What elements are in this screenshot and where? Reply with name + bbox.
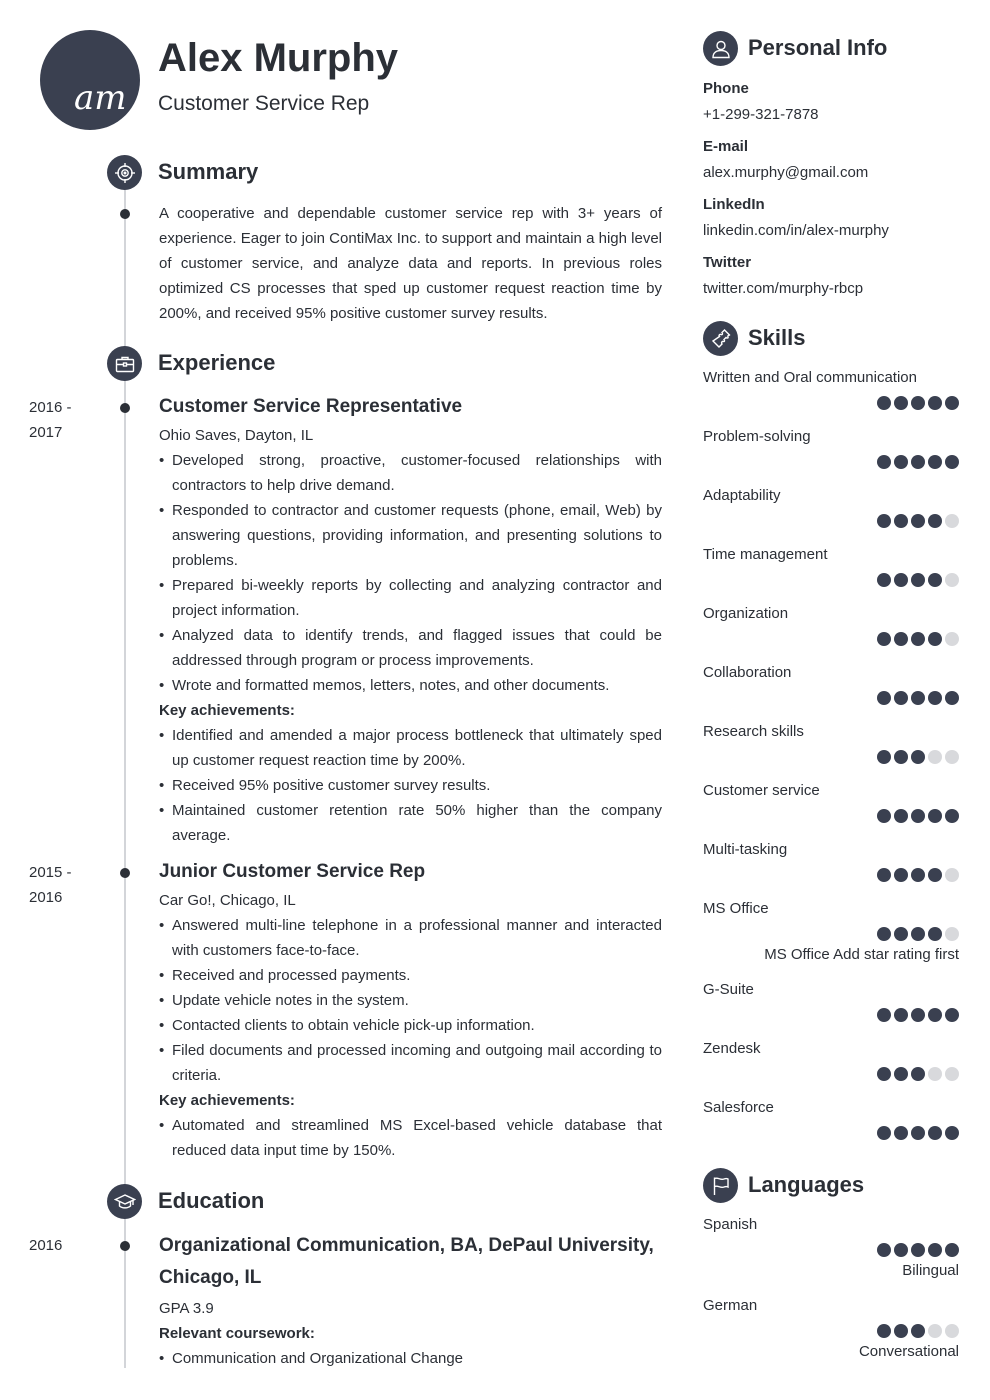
rating-dot-filled	[894, 809, 908, 823]
list-item: • Answered multi-line telephone in a professional manner and interacted with customers face-to-face.	[159, 913, 662, 963]
list-item: • Analyzed data to identify trends, and flagged issues that could be addressed through program or process improvements.	[159, 623, 662, 673]
skill-name: Time management	[703, 546, 828, 563]
language-level: Bilingual	[902, 1262, 959, 1279]
job-date-start: 2015 -	[29, 864, 72, 881]
rating-dot-filled	[911, 691, 925, 705]
rating-dot-filled	[911, 809, 925, 823]
rating-dot-empty	[928, 750, 942, 764]
rating-dot-filled	[877, 396, 891, 410]
skill-rating	[703, 573, 959, 587]
skill-name: Research skills	[703, 723, 804, 740]
skill-rating	[703, 1067, 959, 1081]
skill-rating	[703, 396, 959, 410]
achievements-label: Key achievements:	[159, 1092, 295, 1109]
skill-name: Collaboration	[703, 664, 792, 681]
skill-item	[703, 427, 959, 469]
rating-dot-filled	[911, 1243, 925, 1257]
rating-dot-empty	[945, 514, 959, 528]
coursework-label: Relevant coursework:	[159, 1325, 315, 1342]
avatar-initials: am	[74, 78, 127, 118]
gpa: GPA 3.9	[159, 1300, 214, 1317]
twitter-value[interactable]: twitter.com/murphy-rbcp	[703, 280, 864, 297]
rating-dot-filled	[894, 1008, 908, 1022]
skill-rating	[703, 927, 959, 941]
coursework-list	[159, 1346, 662, 1371]
skill-rating	[703, 809, 959, 823]
rating-dot-filled	[911, 750, 925, 764]
info-label: E-mail	[703, 138, 749, 155]
skill-item	[703, 1098, 959, 1140]
rating-dot-filled	[928, 1008, 942, 1022]
list-item: • Received and processed payments.	[159, 963, 662, 988]
language-item	[703, 1296, 959, 1362]
timeline-dot	[120, 1241, 130, 1251]
rating-dot-filled	[928, 573, 942, 587]
rating-dot-filled	[928, 514, 942, 528]
skill-item	[703, 781, 959, 823]
skill-name: G-Suite	[703, 981, 754, 998]
education-entry	[159, 1230, 662, 1371]
job-title: Customer Service Representative	[159, 396, 463, 417]
rating-dot-filled	[928, 1126, 942, 1140]
list-item: • Update vehicle notes in the system.	[159, 988, 662, 1013]
rating-dot-filled	[894, 691, 908, 705]
skill-item	[703, 840, 959, 882]
skill-name: Zendesk	[703, 1040, 761, 1057]
info-label: LinkedIn	[703, 196, 765, 213]
rating-dot-filled	[911, 1126, 925, 1140]
phone-value[interactable]: +1-299-321-7878	[703, 106, 819, 123]
rating-dot-filled	[928, 868, 942, 882]
rating-dot-filled	[911, 573, 925, 587]
languages-heading: Languages	[748, 1172, 865, 1197]
language-rating	[703, 1324, 959, 1338]
list-item: • Contacted clients to obtain vehicle pick-up information.	[159, 1013, 662, 1038]
rating-dot-filled	[911, 868, 925, 882]
job-achievements	[159, 1113, 662, 1163]
experience-heading: Experience	[158, 350, 276, 375]
list-item: • Received 95% positive customer survey results.	[159, 773, 662, 798]
rating-dot-filled	[877, 573, 891, 587]
target-icon	[107, 155, 142, 190]
skill-item	[703, 663, 959, 705]
skill-rating	[703, 868, 959, 882]
skill-rating	[703, 514, 959, 528]
job-title: Junior Customer Service Rep	[159, 861, 426, 882]
rating-dot-filled	[894, 573, 908, 587]
rating-dot-filled	[911, 396, 925, 410]
candidate-name: Alex Murphy	[158, 36, 399, 80]
rating-dot-empty	[945, 750, 959, 764]
skill-name: Organization	[703, 605, 789, 622]
briefcase-icon	[107, 346, 142, 381]
skill-name: Written and Oral communication	[703, 369, 917, 386]
rating-dot-empty	[945, 868, 959, 882]
rating-dot-empty	[945, 573, 959, 587]
rating-dot-filled	[911, 927, 925, 941]
rating-dot-filled	[894, 1324, 908, 1338]
rating-dot-filled	[945, 1008, 959, 1022]
language-rating	[703, 1243, 959, 1257]
rating-dot-filled	[877, 868, 891, 882]
skill-item	[703, 368, 959, 410]
job-company: Car Go!, Chicago, IL	[159, 892, 296, 909]
rating-dot-filled	[945, 691, 959, 705]
skill-rating	[703, 1008, 959, 1022]
rating-dot-filled	[911, 1008, 925, 1022]
rating-dot-filled	[928, 396, 942, 410]
skill-rating	[703, 691, 959, 705]
info-twitter	[703, 253, 959, 311]
rating-dot-filled	[894, 455, 908, 469]
skill-item	[703, 604, 959, 646]
rating-dot-filled	[877, 1008, 891, 1022]
rating-dot-filled	[877, 1067, 891, 1081]
rating-dot-filled	[877, 1324, 891, 1338]
job-entry	[159, 393, 662, 848]
rating-dot-filled	[877, 455, 891, 469]
skills-heading: Skills	[748, 325, 806, 350]
rating-dot-filled	[911, 514, 925, 528]
skill-item	[703, 486, 959, 528]
rating-dot-filled	[928, 455, 942, 469]
degree-title: Organizational Communication, BA, DePaul University, Chicago, IL	[159, 1235, 654, 1288]
language-name: Spanish	[703, 1216, 758, 1233]
skill-rating	[703, 632, 959, 646]
candidate-title: Customer Service Rep	[158, 92, 370, 115]
rating-dot-filled	[945, 809, 959, 823]
rating-dot-filled	[894, 1126, 908, 1140]
skill-note: MS Office Add star rating first	[764, 946, 959, 963]
rating-dot-filled	[945, 1243, 959, 1257]
language-level: Conversational	[858, 1343, 959, 1360]
education-date: 2016	[29, 1237, 63, 1254]
list-item: • Automated and streamlined MS Excel-based vehicle database that reduced data input time by 150%.	[159, 1113, 662, 1163]
rating-dot-filled	[877, 632, 891, 646]
rating-dot-filled	[945, 1126, 959, 1140]
list-item: • Responded to contractor and customer requests (phone, email, Web) by answering questions, providing information, and presenting solutions to problems.	[159, 498, 662, 573]
skill-name: Adaptability	[703, 487, 781, 504]
rating-dot-empty	[928, 1324, 942, 1338]
rating-dot-filled	[928, 809, 942, 823]
job-entry	[159, 858, 662, 1163]
job-date-end: 2017	[29, 424, 63, 441]
personal-info-list	[703, 79, 959, 311]
skill-item	[703, 545, 959, 587]
summary-text: A cooperative and dependable customer service rep with 3+ years of experience. Eager to join ContiMax Inc. to support and maintain a high level of customer service, and analyze data and reports. In previous roles optimized CS processes that sped up customer request reaction time by 200%, and received 95% positive customer survey results.	[159, 205, 662, 322]
list-item: • Communication and Organizational Change	[159, 1346, 662, 1371]
rating-dot-filled	[894, 927, 908, 941]
avatar	[40, 30, 140, 130]
skill-name: Salesforce	[703, 1099, 774, 1116]
skill-rating	[703, 750, 959, 764]
summary-heading: Summary	[158, 159, 259, 184]
job-duties	[159, 913, 662, 1088]
rating-dot-filled	[894, 632, 908, 646]
linkedin-value[interactable]: linkedin.com/in/alex-murphy	[703, 222, 889, 239]
graduation-cap-icon	[107, 1184, 142, 1219]
list-item: • Filed documents and processed incoming and outgoing mail according to criteria.	[159, 1038, 662, 1088]
rating-dot-empty	[928, 1067, 942, 1081]
rating-dot-filled	[911, 455, 925, 469]
job-date-start: 2016 -	[29, 399, 72, 416]
rating-dot-filled	[894, 1243, 908, 1257]
skill-name: MS Office	[703, 900, 769, 917]
rating-dot-filled	[911, 632, 925, 646]
info-email	[703, 137, 959, 195]
skill-name: Problem-solving	[703, 428, 811, 445]
rating-dot-filled	[877, 927, 891, 941]
rating-dot-filled	[877, 691, 891, 705]
info-linkedin	[703, 195, 959, 253]
job-company: Ohio Saves, Dayton, IL	[159, 427, 314, 444]
rating-dot-filled	[945, 455, 959, 469]
skill-item	[703, 899, 959, 965]
language-name: German	[703, 1297, 758, 1314]
language-item	[703, 1215, 959, 1281]
education-heading: Education	[158, 1188, 265, 1213]
skill-item	[703, 980, 959, 1022]
rating-dot-filled	[894, 396, 908, 410]
job-date-end: 2016	[29, 889, 63, 906]
user-icon	[703, 31, 738, 66]
rating-dot-filled	[928, 927, 942, 941]
skill-item	[703, 722, 959, 764]
rating-dot-filled	[877, 1243, 891, 1257]
skill-item	[703, 1039, 959, 1081]
job-date	[29, 860, 99, 910]
rating-dot-filled	[877, 1126, 891, 1140]
rating-dot-filled	[894, 1067, 908, 1081]
rating-dot-filled	[894, 868, 908, 882]
timeline-dot	[120, 209, 130, 219]
rating-dot-empty	[945, 1067, 959, 1081]
rating-dot-filled	[911, 1324, 925, 1338]
rating-dot-filled	[877, 514, 891, 528]
list-item: • Identified and amended a major process bottleneck that ultimately sped up customer request reaction time by 200%.	[159, 723, 662, 773]
rating-dot-filled	[877, 750, 891, 764]
skill-rating	[703, 455, 959, 469]
info-label: Twitter	[703, 254, 752, 271]
rating-dot-filled	[894, 750, 908, 764]
rating-dot-empty	[945, 927, 959, 941]
job-achievements	[159, 723, 662, 848]
rating-dot-empty	[945, 632, 959, 646]
rating-dot-filled	[928, 691, 942, 705]
list-item: • Maintained customer retention rate 50% higher than the company average.	[159, 798, 662, 848]
info-label: Phone	[703, 80, 749, 97]
rating-dot-filled	[894, 514, 908, 528]
rating-dot-filled	[928, 1243, 942, 1257]
skill-name: Customer service	[703, 782, 820, 799]
list-item: • Prepared bi-weekly reports by collecting and analyzing contractor and project information.	[159, 573, 662, 623]
list-item: • Wrote and formatted memos, letters, notes, and other documents.	[159, 673, 662, 698]
achievements-label: Key achievements:	[159, 702, 295, 719]
timeline-dot	[120, 868, 130, 878]
rating-dot-filled	[945, 396, 959, 410]
rating-dot-filled	[928, 632, 942, 646]
rating-dot-empty	[945, 1324, 959, 1338]
puzzle-icon	[703, 321, 738, 356]
timeline-dot	[120, 403, 130, 413]
info-phone	[703, 79, 959, 137]
skill-rating	[703, 1126, 959, 1140]
list-item: • Developed strong, proactive, customer-focused relationships with contractors to help drive demand.	[159, 448, 662, 498]
email-value[interactable]: alex.murphy@gmail.com	[703, 164, 869, 181]
rating-dot-filled	[877, 809, 891, 823]
job-date	[29, 395, 99, 445]
rating-dot-filled	[911, 1067, 925, 1081]
personal-info-heading: Personal Info	[748, 35, 888, 60]
flag-icon	[703, 1168, 738, 1203]
job-duties	[159, 448, 662, 698]
skill-name: Multi-tasking	[703, 841, 788, 858]
